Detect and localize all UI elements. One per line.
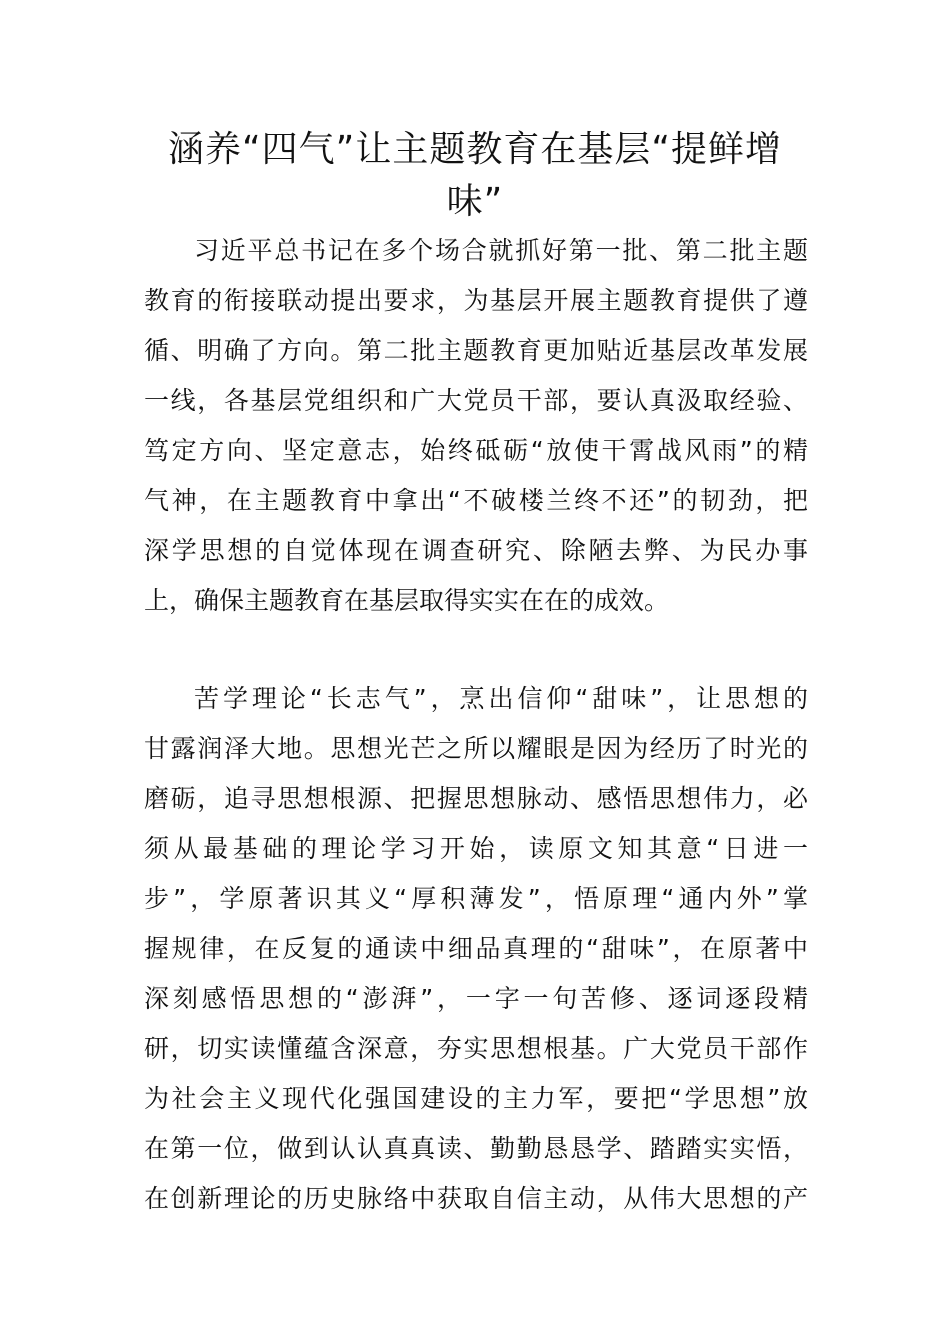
paragraph-line: 在第一位，做到认认真真读、勤勤恳恳学、踏踏实实悟， <box>144 1134 808 1163</box>
document-title: 涵养“四气”让主题教育在基层“提鲜增味” <box>168 129 782 222</box>
paragraph-line: 深刻感悟思想的“澎湃”，一字一句苦修、逐词逐段精 <box>144 984 808 1013</box>
paragraph-line: 甘露润泽大地。思想光芒之所以耀眼是因为经历了时光的 <box>144 734 808 763</box>
paragraph-line: 深学思想的自觉体现在调查研究、除陋去弊、为民办事 <box>144 536 808 565</box>
paragraph-line: 上，确保主题教育在基层取得实实在在的成效。 <box>144 586 670 615</box>
paragraph-line: 循、明确了方向。第二批主题教育更加贴近基层改革发展 <box>144 336 808 365</box>
paragraph-line: 磨砺，追寻思想根源、把握思想脉动、感悟思想伟力，必 <box>144 784 808 813</box>
paragraph-line: 笃定方向、坚定意志，始终砥砺“放使干霄战风雨”的精 <box>144 436 808 465</box>
paragraph-line: 握规律，在反复的通读中细品真理的“甜味”，在原著中 <box>144 934 808 963</box>
paragraph-line: 气神，在主题教育中拿出“不破楼兰终不还”的韧劲，把 <box>144 486 808 515</box>
paragraph-line: 习近平总书记在多个场合就抓好第一批、第二批主题 <box>194 236 808 265</box>
paragraph-line: 苦学理论“长志气”，烹出信仰“甜味”，让思想的 <box>194 684 808 713</box>
paragraph-line: 步”，学原著识其义“厚积薄发”，悟原理“通内外”掌 <box>144 884 808 913</box>
paragraph-line: 须从最基础的理论学习开始，读原文知其意“日进一 <box>144 834 808 863</box>
paragraph-line: 为社会主义现代化强国建设的主力军，要把“学思想”放 <box>144 1084 808 1113</box>
paragraph-line: 一线，各基层党组织和广大党员干部，要认真汲取经验、 <box>144 386 808 415</box>
paragraph-line: 研，切实读懂蕴含深意，夯实思想根基。广大党员干部作 <box>144 1034 808 1063</box>
paragraph-line: 在创新理论的历史脉络中获取自信主动，从伟大思想的产 <box>144 1184 808 1213</box>
paragraph-line: 教育的衔接联动提出要求，为基层开展主题教育提供了遵 <box>144 286 808 315</box>
